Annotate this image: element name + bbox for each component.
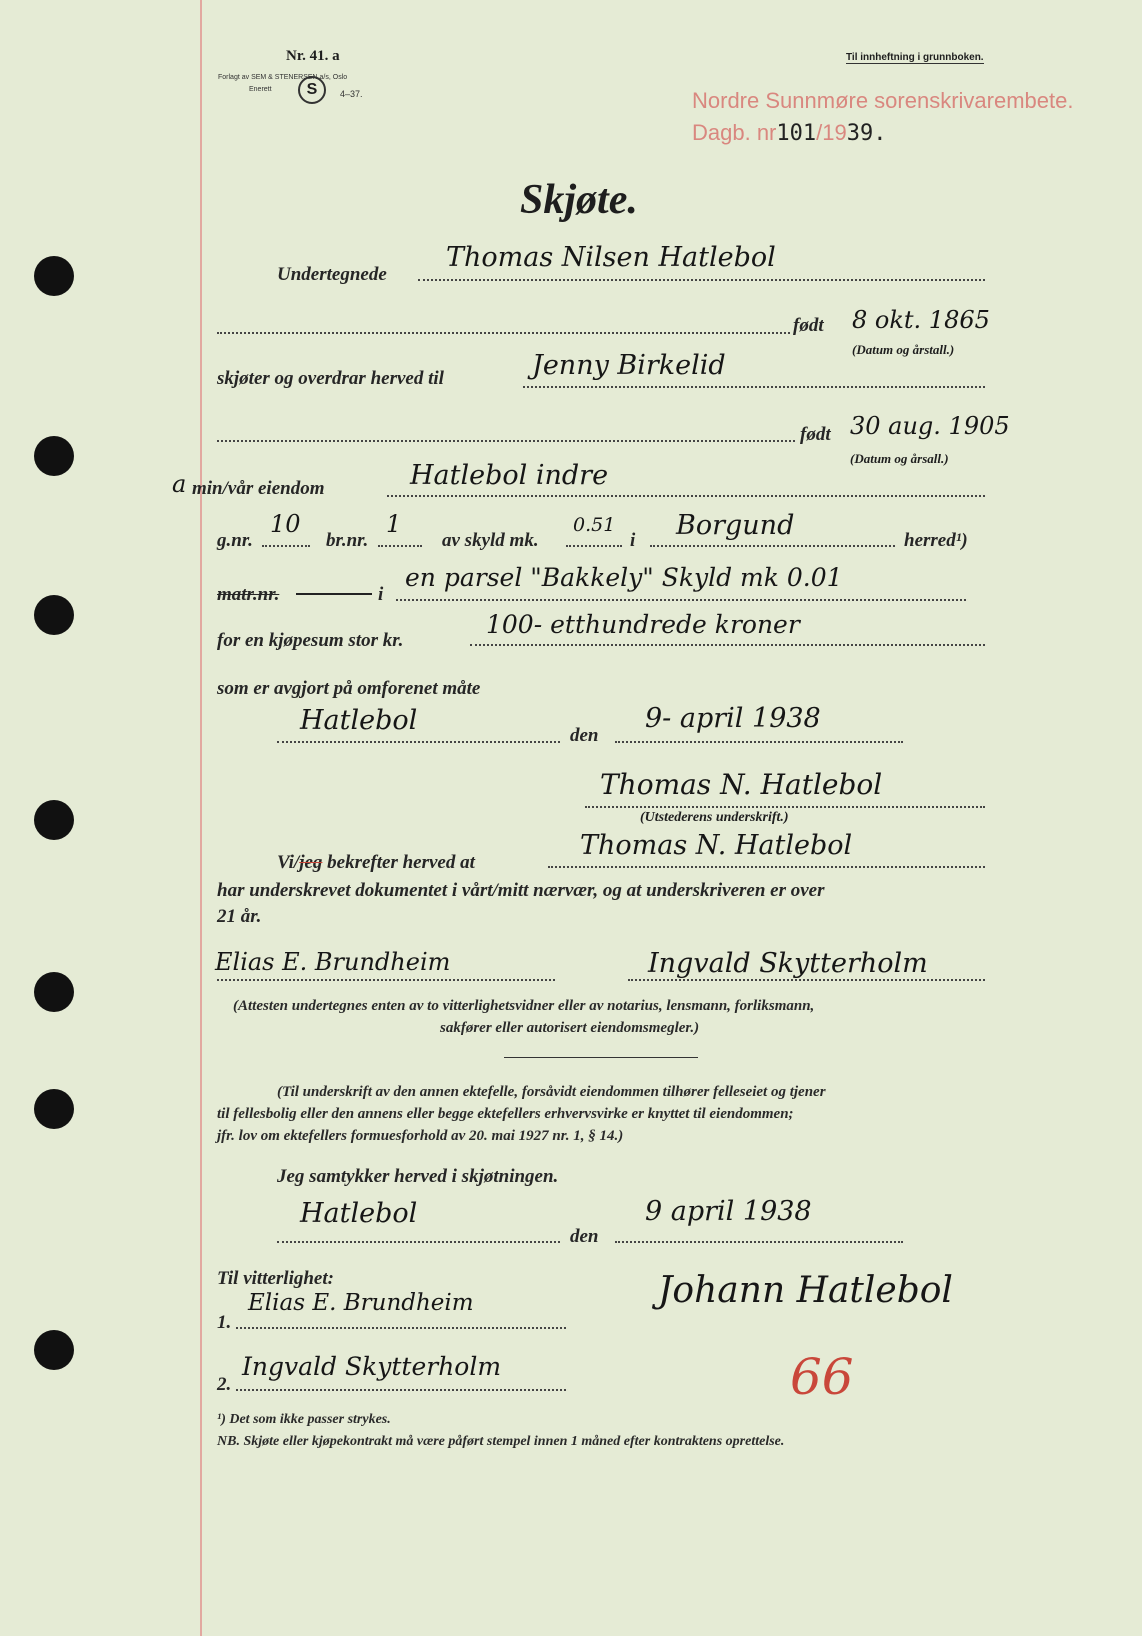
fodt-label: født	[793, 315, 824, 336]
punch-hole	[34, 800, 74, 840]
eiendom-prefix: a	[172, 470, 187, 498]
dotted-line	[615, 1241, 903, 1243]
bekrefter-line	[277, 852, 475, 874]
dagb-stamp	[692, 120, 886, 146]
samtykker-label: Jeg samtykker herved i skjøtningen.	[277, 1166, 559, 1187]
spouse-note-2: til fellesbolig eller den annens eller begge ektefellers erhvervsvirke er knyttet til eiendommen;	[217, 1106, 794, 1122]
i-label: i	[630, 530, 636, 551]
seller-name: Thomas Nilsen Hatlebol	[446, 242, 776, 273]
brnr-label: br.nr.	[326, 530, 369, 551]
print-code: 4–37.	[340, 89, 363, 99]
issuer-signature: Thomas N. Hatlebol	[600, 768, 883, 801]
place-2: Hatlebol	[300, 1198, 418, 1229]
spouse-signature: Johann Hatlebol	[658, 1270, 953, 1311]
skyld-label: av skyld mk.	[442, 530, 539, 551]
dotted-line	[378, 545, 422, 547]
dotted-line	[566, 545, 622, 547]
red-mark: 66	[790, 1348, 854, 1406]
publisher-logo-icon: S	[298, 76, 326, 104]
witness-signature-2: Ingvald Skytterholm	[648, 948, 928, 979]
witness-number-2: 2.	[217, 1374, 232, 1395]
dotted-line	[396, 599, 966, 601]
bekrefter-prefix: Vi/	[277, 852, 300, 873]
fodt-label-2: født	[800, 424, 831, 445]
punch-hole	[34, 256, 74, 296]
punch-hole	[34, 972, 74, 1012]
den-label: den	[570, 725, 599, 746]
dotted-line	[523, 386, 985, 388]
vitne-1-signature: Elias E. Brundheim	[248, 1290, 474, 1316]
punch-hole	[34, 1330, 74, 1370]
date-1: 9- april 1938	[645, 703, 821, 734]
dotted-line	[470, 644, 985, 646]
dotted-line	[650, 545, 895, 547]
confirm-line-2: 21 år.	[217, 906, 262, 927]
issuer-caption: (Utstederens underskrift.)	[640, 810, 789, 825]
avgjort-label: som er avgjort på omforenet måte	[217, 678, 481, 699]
dagb-number: 101	[776, 121, 817, 146]
skyld-value: 0.51	[573, 514, 616, 536]
seller-birth: 8 okt. 1865	[852, 306, 990, 334]
bekrefter-value: Thomas N. Hatlebol	[580, 830, 853, 861]
spouse-note-1: (Til underskrift av den annen ektefelle, forsåvidt eiendommen tilhører felleseiet og tjener	[277, 1084, 826, 1100]
place-1: Hatlebol	[300, 705, 418, 736]
footnote-2: NB. Skjøte eller kjøpekontrakt må være påført stempel innen 1 måned efter kontraktens oprettelse.	[217, 1434, 785, 1449]
dotted-line	[217, 440, 795, 442]
form-number: Nr. 41. a	[286, 48, 340, 64]
divider	[504, 1057, 698, 1058]
dotted-line	[236, 1389, 566, 1391]
punch-hole	[34, 1089, 74, 1129]
attest-note-1: (Attesten undertegnes enten av to vitterlighetsvidner eller av notarius, lensmann, forliksmann,	[233, 998, 815, 1014]
gnr-label: g.nr.	[217, 530, 253, 551]
dotted-line	[387, 495, 985, 497]
dotted-line	[217, 979, 555, 981]
undertegnede-label: Undertegnede	[277, 264, 387, 285]
office-stamp: Nordre Sunnmøre sorenskrivarembete.	[692, 88, 1074, 113]
dotted-line	[262, 545, 310, 547]
dotted-line	[418, 279, 985, 281]
herred-value: Borgund	[676, 510, 795, 541]
dotted-line	[628, 979, 985, 981]
dagb-year-suffix: 39.	[846, 121, 887, 146]
margin-line	[200, 0, 202, 1636]
kjopesum-value: 100- etthundrede kroner	[486, 610, 800, 639]
bekrefter-label: bekrefter herved at	[327, 852, 475, 873]
brnr-value: 1	[386, 510, 402, 538]
dotted-line	[615, 741, 903, 743]
dagb-label: Dagb. nr	[692, 120, 777, 145]
herred-label: herred¹)	[904, 530, 968, 551]
buyer-birth: 30 aug. 1905	[850, 412, 1010, 440]
dagb-year-prefix: /19	[816, 120, 847, 145]
datum-caption-2: (Datum og årsall.)	[850, 451, 949, 466]
eiendom-label: min/vår eiendom	[192, 478, 325, 499]
spouse-note-3: jfr. lov om ektefellers formuesforhold av 20. mai 1927 nr. 1, § 14.)	[217, 1128, 624, 1144]
i-label-2: i	[378, 584, 384, 605]
attest-note-2: sakfører eller autorisert eiendomsmegler.)	[440, 1020, 700, 1036]
date-2: 9 april 1938	[645, 1196, 812, 1227]
bekrefter-struck: jeg	[299, 852, 323, 873]
document-title: Skjøte.	[520, 177, 638, 223]
enerett-label: Enerett	[249, 86, 272, 93]
confirm-line-1: har underskrevet dokumentet i vårt/mitt nærvær, og at underskriveren er over	[217, 880, 825, 901]
dotted-line	[277, 741, 560, 743]
datum-caption: (Datum og årstall.)	[852, 342, 955, 357]
vitne-2-signature: Ingvald Skytterholm	[242, 1352, 502, 1381]
dotted-line	[277, 1241, 560, 1243]
footnote-1: ¹) Det som ikke passer strykes.	[217, 1412, 391, 1427]
punch-hole	[34, 595, 74, 635]
strike-line	[296, 593, 372, 595]
kjopesum-label: for en kjøpesum stor kr.	[217, 630, 404, 651]
den-label-2: den	[570, 1226, 599, 1247]
dotted-line	[548, 866, 985, 868]
gnr-value: 10	[270, 510, 301, 538]
eiendom-value: Hatlebol indre	[410, 460, 609, 491]
witness-number-1: 1.	[217, 1312, 232, 1333]
witness-signature-1: Elias E. Brundheim	[215, 948, 451, 976]
binding-note: Til innheftning i grunnboken.	[846, 52, 984, 63]
publisher-line: Forlagt av SEM & STENERSEN a/s, Oslo	[218, 74, 348, 81]
dotted-line	[217, 332, 790, 334]
dotted-line	[585, 806, 985, 808]
transfer-label: skjøter og overdrar herved til	[217, 368, 444, 389]
punch-hole	[34, 436, 74, 476]
vitterlighet-label: Til vitterlighet:	[217, 1268, 334, 1289]
dotted-line	[236, 1327, 566, 1329]
buyer-name: Jenny Birkelid	[532, 350, 726, 381]
parsel-value: en parsel "Bakkely" Skyld mk 0.01	[405, 563, 843, 592]
matr-label: matr.nr.	[217, 584, 280, 605]
